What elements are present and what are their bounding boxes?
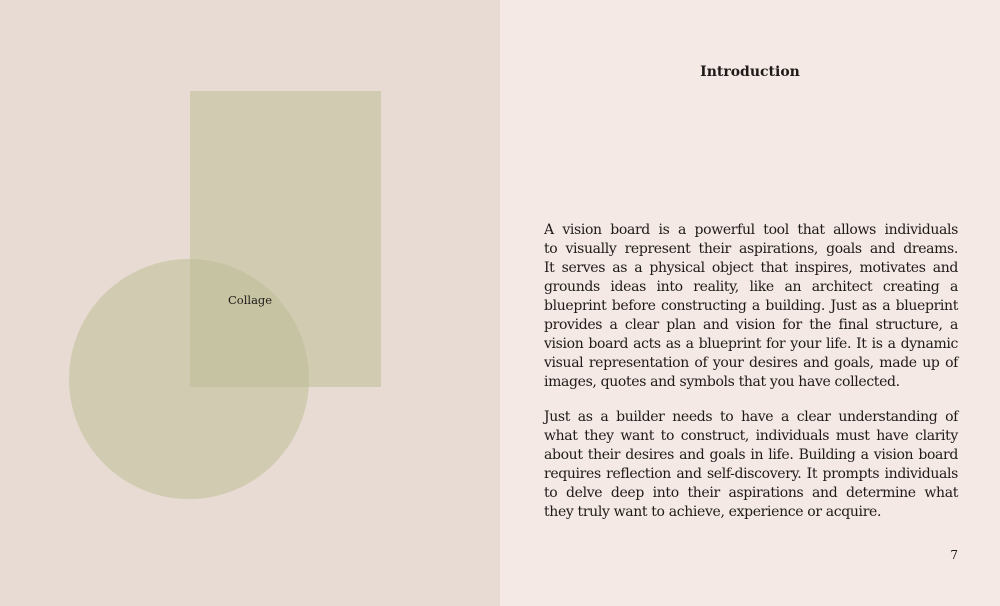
- text-line: blueprint before constructing a building. Just as a blueprint: [544, 298, 958, 314]
- text-line: A vision board is a powerful tool that allows individuals: [544, 222, 958, 238]
- text-line: what they want to construct, individuals must have clarity: [544, 428, 958, 444]
- text-line: to visually represent their aspirations, goals and dreams.: [544, 241, 958, 257]
- collage-circle: [69, 259, 309, 499]
- text-line: they truly want to achieve, experience or acquire.: [544, 504, 882, 520]
- text-line: about their desires and goals in life. Building a vision board: [544, 447, 958, 463]
- text-line: It serves as a physical object that inspires, motivates and: [544, 260, 958, 276]
- right-page: [500, 0, 1000, 606]
- text-line: requires reflection and self-discovery. It prompts individuals: [544, 466, 958, 482]
- collage-label: Collage: [228, 293, 273, 307]
- text-line: vision board acts as a blueprint for your life. It is a dynamic: [544, 336, 958, 352]
- text-line: Just as a builder needs to have a clear understanding of: [544, 409, 958, 425]
- text-line: visual representation of your desires and goals, made up of: [544, 355, 958, 371]
- page-number: 7: [950, 548, 958, 562]
- paragraph-2: [544, 408, 958, 522]
- page-title: Introduction: [700, 64, 800, 80]
- paragraph-1: [544, 221, 958, 392]
- text-line: to delve deep into their aspirations and determine what: [544, 485, 958, 501]
- text-line: images, quotes and symbols that you have collected.: [544, 374, 900, 390]
- text-line: provides a clear plan and vision for the final structure, a: [544, 317, 958, 333]
- text-line: grounds ideas into reality, like an architect creating a: [544, 279, 958, 295]
